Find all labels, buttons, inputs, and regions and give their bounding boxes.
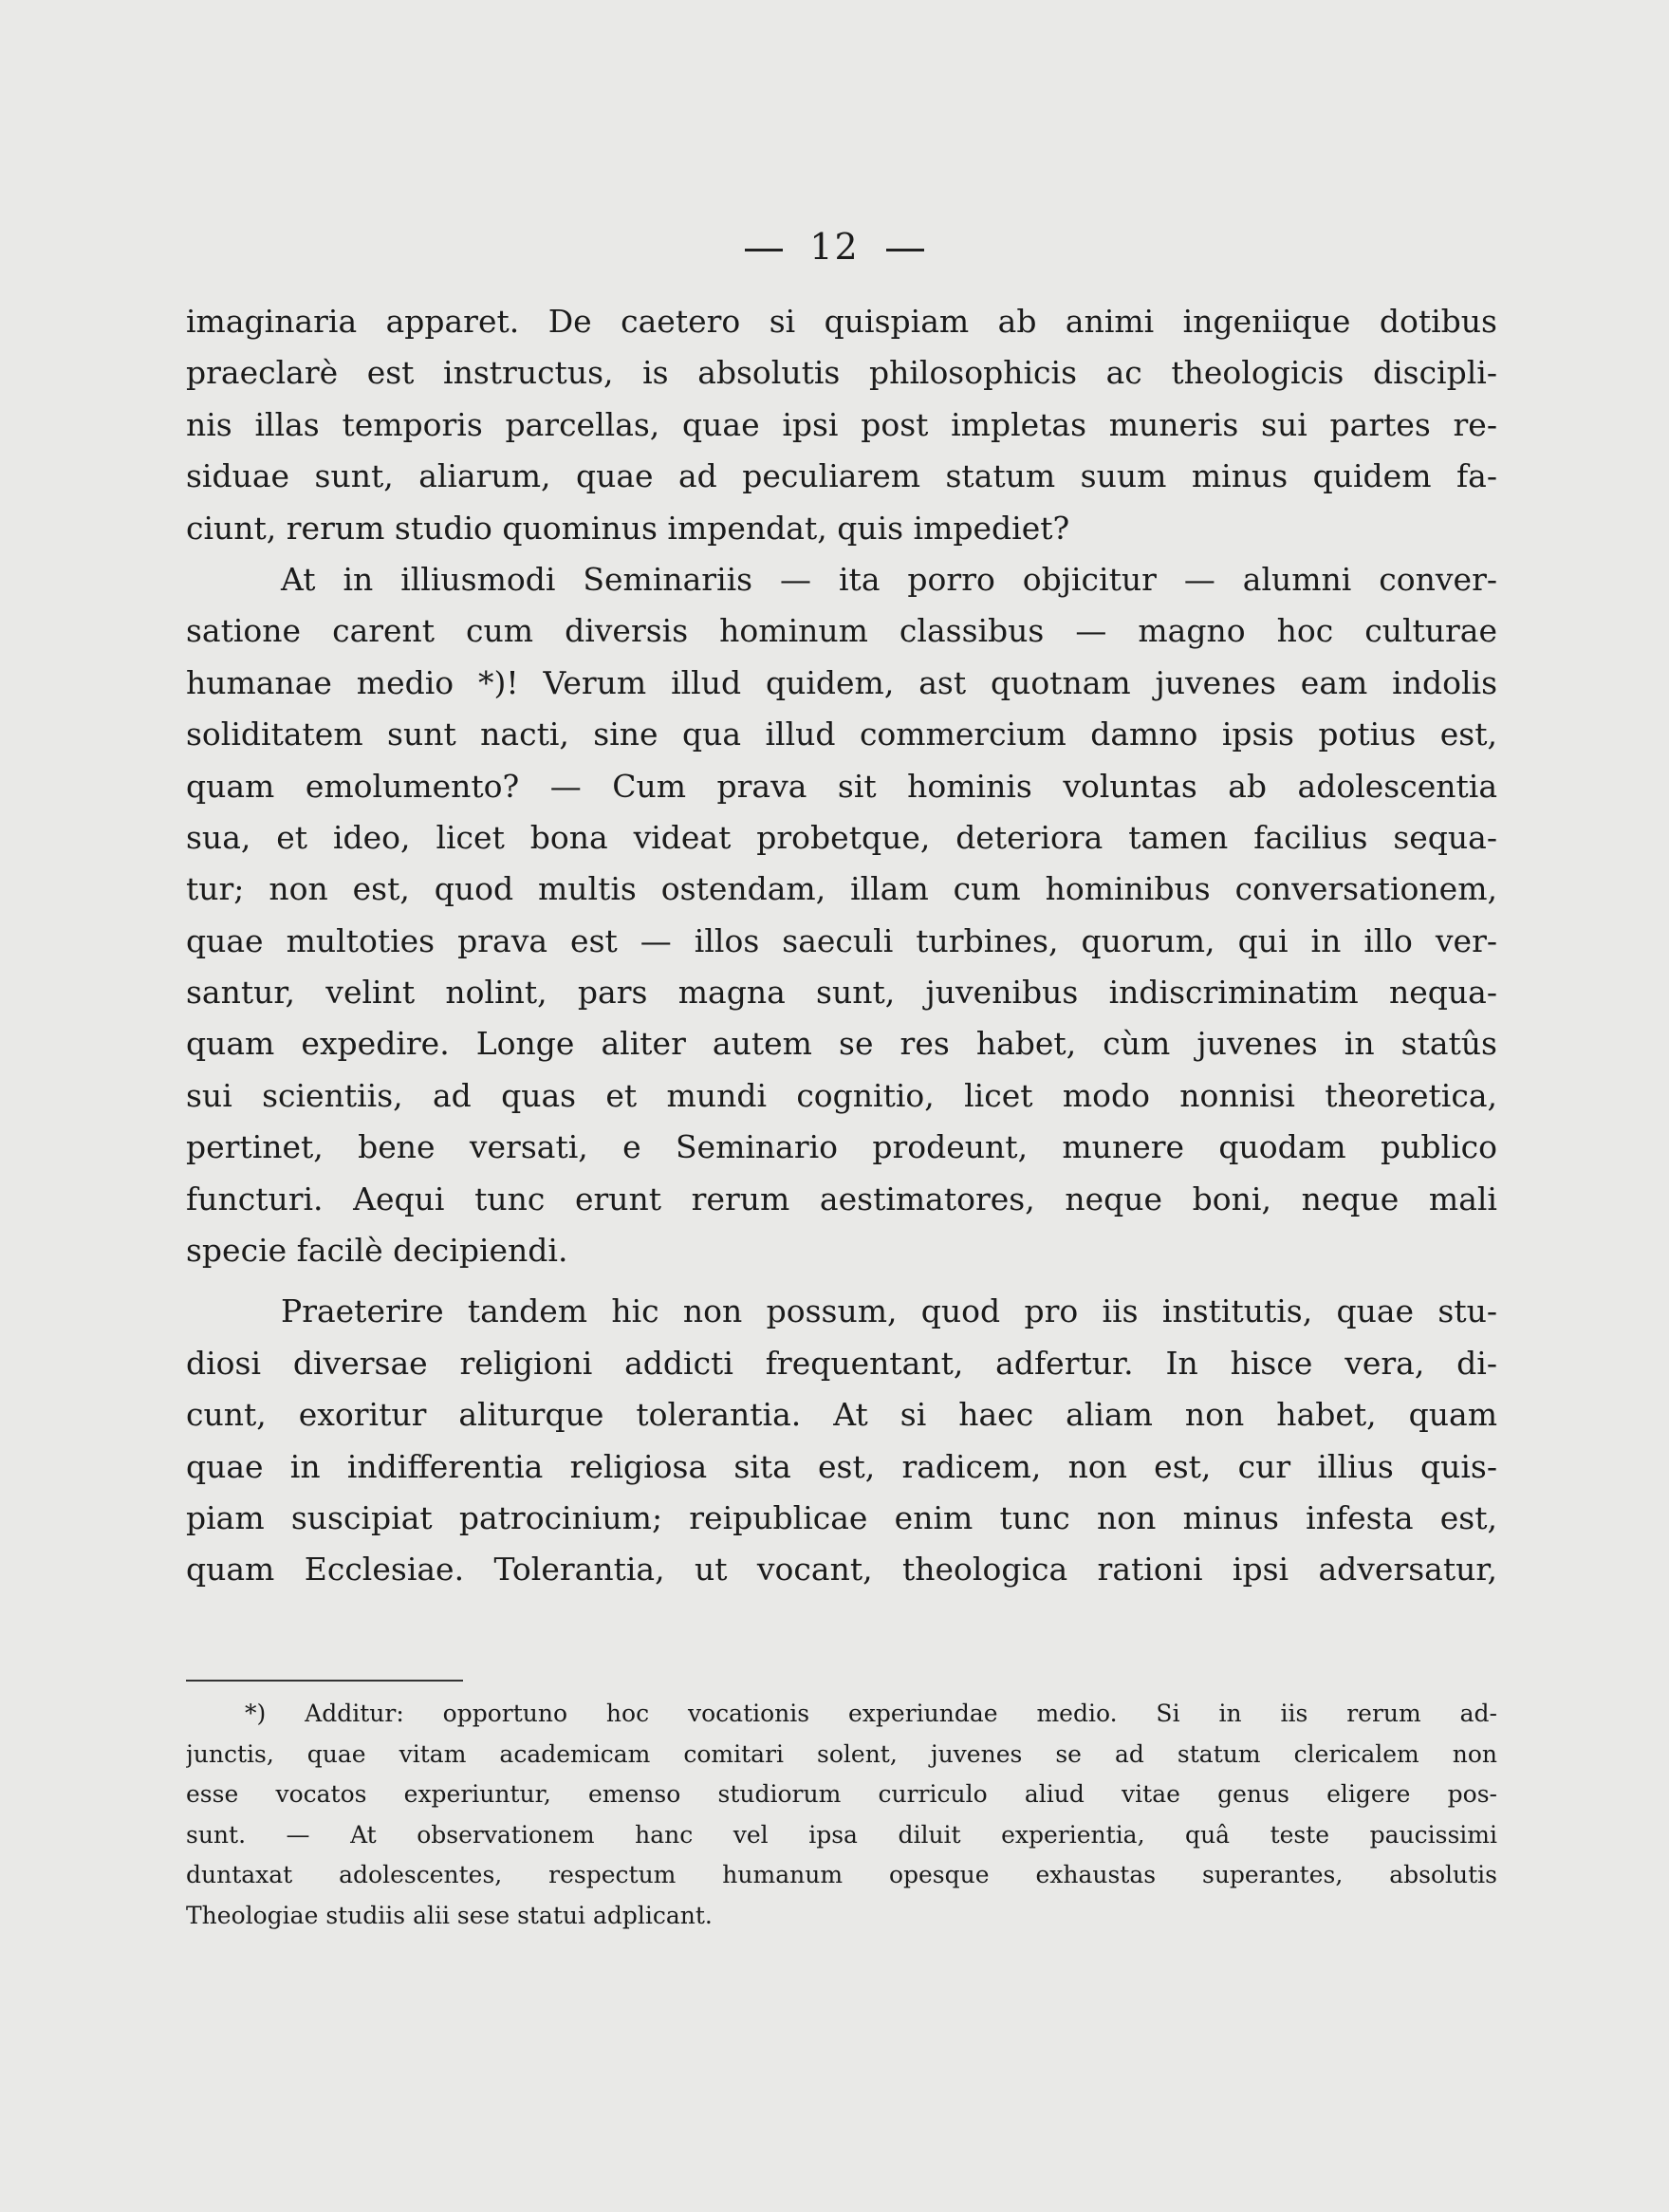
text-line: pertinet, bene versati, e Seminario prodeunt, munere quodam publico (186, 1128, 1497, 1166)
page-header (0, 226, 1669, 268)
footnote-line: sunt. — At observationem hanc vel ipsa diluit experientia, quâ teste paucissimi (186, 1820, 1497, 1849)
text-line: siduae sunt, aliarum, quae ad peculiarem statum suum minus quidem fa- (186, 457, 1497, 495)
footnotes (186, 1694, 1497, 1936)
footnote-line: esse vocatos experiuntur, emenso studiorum curriculo aliud vitae genus eligere pos- (186, 1780, 1497, 1808)
footnote-line: junctis, quae vitam academicam comitari solent, juvenes se ad statum clericalem non (186, 1739, 1497, 1768)
text-line: nis illas temporis parcellas, quae ipsi post impletas muneris sui partes re- (186, 405, 1497, 443)
header-dash-left (745, 249, 783, 251)
main-text (186, 296, 1497, 1596)
text-line: imaginaria apparet. De caetero si quispiam ab animi ingeniique dotibus (186, 303, 1497, 340)
text-line: quae multoties prava est — illos saeculi turbines, quorum, qui in illo ver- (186, 921, 1497, 959)
text-line: satione carent cum diversis hominum classibus — magno hoc culturae (186, 612, 1497, 650)
text-line: piam suscipiat patrocinium; reipublicae enim tunc non minus infesta est, (186, 1498, 1497, 1536)
text-line: humanae medio *)! Verum illud quidem, ast quotnam juvenes eam indolis (186, 663, 1497, 701)
text-line: quam emolumento? — Cum prava sit hominis voluntas ab adolescentia (186, 767, 1497, 805)
text-line: quae in indifferentia religiosa sita est, radicem, non est, cur illius quis- (186, 1447, 1497, 1485)
footnote-line: duntaxat adolescentes, respectum humanum opesque exhaustas superantes, absolutis (186, 1861, 1497, 1888)
text-line: tur; non est, quod multis ostendam, illam cum hominibus conversationem, (186, 870, 1497, 908)
text-line: quam expedire. Longe aliter autem se res habet, cùm juvenes in statûs (186, 1025, 1497, 1063)
text-line: santur, velint nolint, pars magna sunt, juvenibus indiscriminatim nequa- (186, 974, 1497, 1012)
text-line: soliditatem sunt nacti, sine qua illud commercium damno ipsis potius est, (186, 716, 1497, 753)
text-line: At in illiusmodi Seminariis — ita porro objicitur — alumni conver- (281, 560, 1497, 598)
text-line: cunt, exoritur aliturque tolerantia. At si haec aliam non habet, quam (186, 1396, 1497, 1434)
paragraph-gap (186, 1276, 1497, 1286)
footnote-line: Theologiae studiis alii sese statui adplicant. (186, 1901, 713, 1929)
text-line: praeclarè est instructus, is absolutis philosophicis ac theologicis discipli- (186, 354, 1497, 392)
text-line: specie facilè decipiendi. (186, 1232, 568, 1270)
text-line: ciunt, rerum studio quominus impendat, quis impediet? (186, 509, 1070, 547)
text-line: sui scientiis, ad quas et mundi cognitio, licet modo nonnisi theoretica, (186, 1076, 1497, 1114)
text-line: quam Ecclesiae. Tolerantia, ut vocant, theologica rationi ipsi adversatur, (186, 1551, 1497, 1589)
text-line: functuri. Aequi tunc erunt rerum aestimatores, neque boni, neque mali (186, 1180, 1497, 1218)
text-line: sua, et ideo, licet bona videat probetque, deteriora tamen facilius sequa- (186, 818, 1497, 856)
footnote-divider (186, 1680, 463, 1682)
text-line: Praeterire tandem hic non possum, quod pro iis institutis, quae stu- (281, 1292, 1497, 1330)
footnote-line: *) Additur: opportuno hoc vocationis experiundae medio. Si in iis rerum ad- (245, 1700, 1497, 1727)
header-dash-right (886, 249, 924, 251)
page-number: 12 (809, 226, 860, 268)
text-line: diosi diversae religioni addicti frequentant, adfertur. In hisce vera, di- (186, 1344, 1497, 1382)
